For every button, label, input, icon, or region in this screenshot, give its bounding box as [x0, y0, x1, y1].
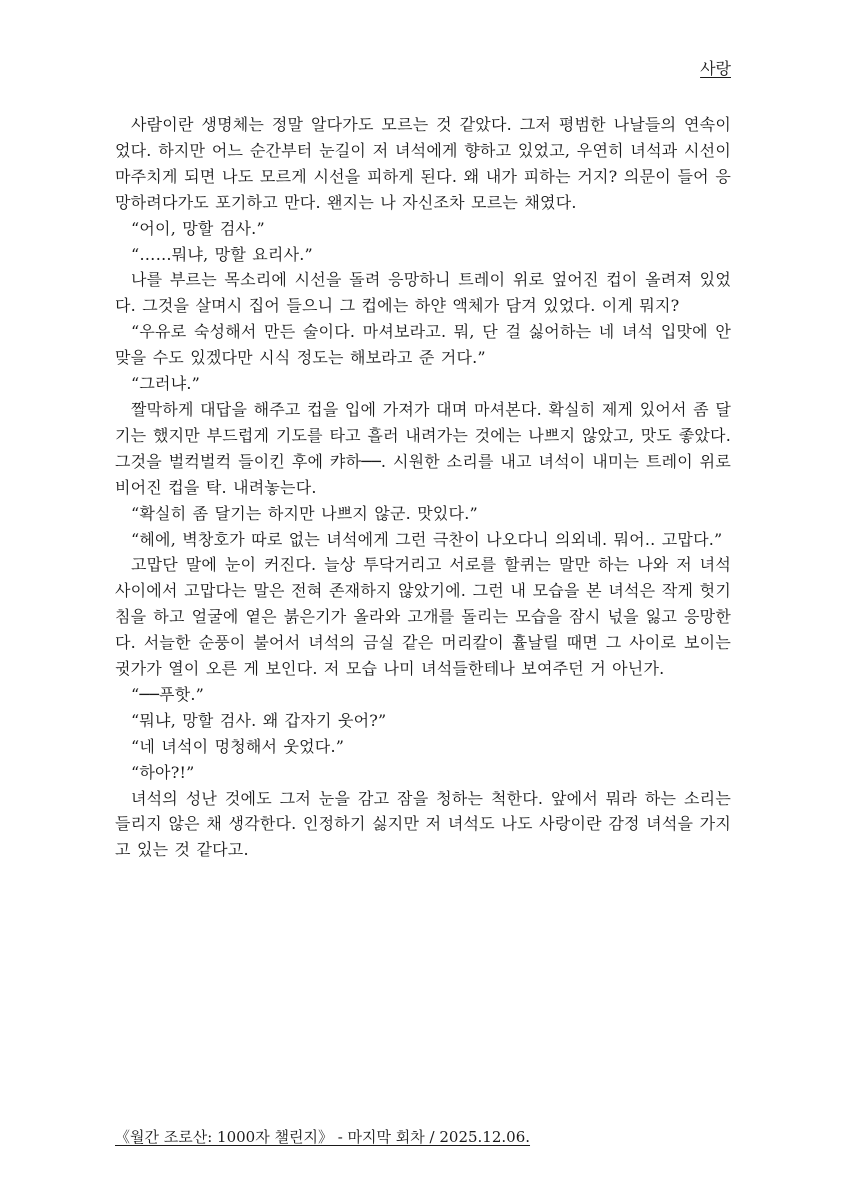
- document-page: [115, 0, 731, 1200]
- dialogue-line: “우유로 숙성해서 만든 술이다. 마셔보라고. 뭐, 단 걸 싫어하는 네 녀석 입맛에 안 맞을 수도 있겠다만 시식 정도는 해보라고 준 거다.”: [115, 322, 731, 368]
- paragraph: 나를 부르는 목소리에 시선을 돌려 응망하니 트레이 위로 엎어진 컵이 올려져 있었다. 그것을 살며시 집어 들으니 그 컵에는 하얀 액체가 담겨 있었다. 이게 뭐지?: [115, 270, 731, 316]
- footer-citation: 《월간 조로산: 1000자 챌린지》 - 마지막 회차 / 2025.12.06.: [115, 1128, 531, 1146]
- paragraph: 짤막하게 대답을 해주고 컵을 입에 가져가 대며 마셔본다. 확실히 제게 있어서 좀 달기는 했지만 부드럽게 기도를 타고 흘러 내려가는 것에는 나쁘지 않았고, 맛도 좋았다. 그것을 벌컥벌컥 들이킨 후에 캬하──. 시원한 소리를 내고 녀석이 내미는 트레이 위로 비어진 컵을 탁. 내려놓는다.: [115, 399, 731, 497]
- dialogue-line: “하아?!”: [131, 762, 195, 782]
- dialogue-line: “네 녀석이 멍청해서 웃었다.”: [131, 736, 345, 756]
- dialogue-line: “그러냐.”: [131, 374, 201, 394]
- dialogue-line: “……뭐냐, 망할 요리사.”: [131, 244, 313, 264]
- dialogue-line: “확실히 좀 달기는 하지만 나쁘지 않군. 맛있다.”: [131, 503, 478, 523]
- dialogue-line: “헤에, 벽창호가 따로 없는 녀석에게 그런 극찬이 나오다니 의외네. 뭐어.. 고맙다.”: [131, 529, 723, 549]
- paragraph: 녀석의 성난 것에도 그저 눈을 감고 잠을 청하는 척한다. 앞에서 뭐라 하는 소리는 들리지 않은 채 생각한다. 인정하기 싫지만 저 녀석도 나도 사랑이란 감정 녀석을 가지고 있는 것 같다고.: [115, 788, 731, 860]
- dialogue-line: “──푸핫.”: [131, 684, 205, 704]
- dialogue-line: “어이, 망할 검사.”: [131, 218, 265, 238]
- page-title: 사랑: [700, 59, 731, 78]
- dialogue-line: “뭐냐, 망할 검사. 왜 갑자기 웃어?”: [131, 710, 387, 730]
- paragraph: 고맙단 말에 눈이 커진다. 늘상 투닥거리고 서로를 할퀴는 말만 하는 나와 저 녀석 사이에서 고맙다는 말은 전혀 존재하지 않았기에. 그런 내 모습을 본 녀석은 작게 헛기침을 하고 얼굴에 옅은 붉은기가 올라와 고개를 돌리는 모습을 잠시 넋을 잃고 응망한다. 서늘한 순풍이 불어서 녀석의 금실 같은 머리칼이 휼날릴 때면 그 사이로 보이는 귓가가 열이 오른 게 보인다. 저 모습 나미 녀석들한테나 보여주던 거 아닌가.: [115, 555, 731, 679]
- paragraph: 사람이란 생명체는 정말 알다가도 모르는 것 같았다. 그저 평범한 나날들의 연속이었다. 하지만 어느 순간부터 눈길이 저 녀석에게 향하고 있었고, 우연히 녀석과 시선이 마주치게 되면 나도 모르게 시선을 피하게 된다. 왜 내가 피하는 거지? 의문이 들어 응망하려다가도 포기하고 만다. 왠지는 나 자신조차 모르는 채였다.: [115, 115, 731, 212]
- story-body: [115, 112, 731, 863]
